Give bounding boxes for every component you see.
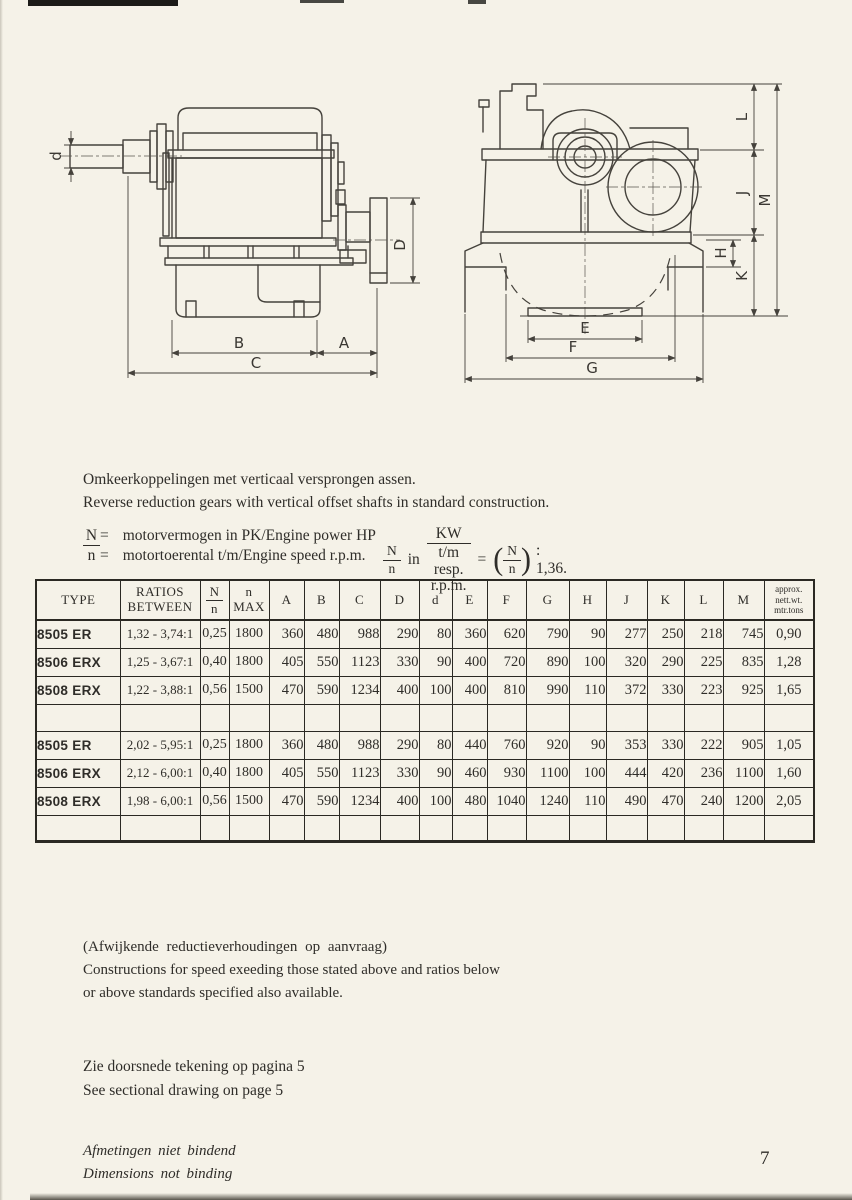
table-row	[36, 676, 814, 704]
table-cell: 550	[304, 759, 339, 787]
intro-line-en: Reverse reduction gears with vertical offset shafts in standard construction.	[83, 494, 550, 511]
table-cell: 810	[487, 676, 526, 704]
table-cell: 405	[269, 759, 304, 787]
table-cell: 400	[452, 648, 487, 676]
col-header-nmax: n MAX	[229, 580, 269, 620]
table-cell: 8508 ERX	[36, 787, 120, 815]
table-cell: 1,32 - 3,74:1	[120, 620, 200, 648]
col-header-type: TYPE	[36, 580, 120, 620]
table-cell: 925	[723, 676, 764, 704]
col-header-D: D	[380, 580, 419, 620]
table-cell: 470	[269, 787, 304, 815]
table-cell: 90	[569, 620, 606, 648]
dim-label-K: K	[733, 271, 751, 281]
table-cell: 1240	[526, 787, 569, 815]
col-header-wt: approx. nett.wt. mtr.tons	[764, 580, 814, 620]
fraction-N-n: N n	[383, 544, 401, 575]
table-cell: 990	[526, 676, 569, 704]
table-cell: 460	[452, 759, 487, 787]
col-header-d: d	[419, 580, 452, 620]
table-cell: 80	[419, 731, 452, 759]
col-header-B: B	[304, 580, 339, 620]
table-cell: 100	[569, 648, 606, 676]
crossref-nl: Zie doorsnede tekening op pagina 5	[83, 1058, 305, 1075]
crossref-en: See sectional drawing on page 5	[83, 1082, 284, 1099]
table-cell: 2,12 - 6,00:1	[120, 759, 200, 787]
table-cell: 8505 ER	[36, 620, 120, 648]
symbol-N: N	[83, 526, 100, 546]
table-cell: 1500	[229, 676, 269, 704]
table-cell: 930	[487, 759, 526, 787]
col-header-H: H	[569, 580, 606, 620]
table-cell: 745	[723, 620, 764, 648]
table-cell: 1200	[723, 787, 764, 815]
table-cell: 1,65	[764, 676, 814, 704]
col-header-G: G	[526, 580, 569, 620]
table-cell: 8508 ERX	[36, 676, 120, 704]
table-cell: 236	[684, 759, 723, 787]
table-cell: 1100	[526, 759, 569, 787]
table-cell: 290	[647, 648, 684, 676]
definition-n: motortoerental t/m/Engine speed r.p.m.	[122, 547, 366, 564]
dim-label-J: J	[733, 190, 751, 196]
table-cell: 405	[269, 648, 304, 676]
table-body	[36, 620, 814, 841]
table-cell: 360	[452, 620, 487, 648]
table-cell: 550	[304, 648, 339, 676]
table-cell: 760	[487, 731, 526, 759]
dim-label-d: d	[47, 151, 65, 161]
table-cell: 0,25	[200, 731, 229, 759]
disclaimer-nl: Afmetingen niet bindend	[83, 1143, 236, 1159]
table-cell: 480	[304, 620, 339, 648]
fraction-kw-rpm: KW t/m resp. r.p.m.	[427, 526, 471, 594]
table-cell: 1800	[229, 731, 269, 759]
table-cell: 1123	[339, 648, 380, 676]
table-cell: 8506 ERX	[36, 759, 120, 787]
table-row	[36, 648, 814, 676]
table-cell: 835	[723, 648, 764, 676]
col-header-C: C	[339, 580, 380, 620]
technical-drawings	[0, 0, 852, 430]
col-header-A: A	[269, 580, 304, 620]
table-cell: 1500	[229, 787, 269, 815]
table-cell: 470	[647, 787, 684, 815]
spacer-row	[36, 815, 814, 841]
col-header-M: M	[723, 580, 764, 620]
col-header-F: F	[487, 580, 526, 620]
table-cell: 1100	[723, 759, 764, 787]
table-cell: 360	[269, 620, 304, 648]
table-cell: 372	[606, 676, 647, 704]
table-cell: 277	[606, 620, 647, 648]
table-cell: 1,22 - 3,88:1	[120, 676, 200, 704]
notes-paragraph	[83, 936, 643, 1005]
table-cell: 444	[606, 759, 647, 787]
table-cell: 222	[684, 731, 723, 759]
table-cell: 250	[647, 620, 684, 648]
table-row	[36, 731, 814, 759]
table-cell: 1123	[339, 759, 380, 787]
table-cell: 0,25	[200, 620, 229, 648]
dim-label-M: M	[756, 193, 774, 207]
table-cell: 400	[380, 787, 419, 815]
table-cell: 400	[380, 676, 419, 704]
col-header-L: L	[684, 580, 723, 620]
spec-table	[35, 579, 815, 843]
table-cell: 100	[419, 676, 452, 704]
side-view-drawing	[47, 108, 420, 378]
table-cell: 0,40	[200, 648, 229, 676]
dim-label-D: D	[391, 239, 409, 251]
table-cell: 0,40	[200, 759, 229, 787]
table-cell: 490	[606, 787, 647, 815]
table-cell: 90	[419, 759, 452, 787]
table-cell: 720	[487, 648, 526, 676]
dim-label-F: F	[568, 338, 578, 356]
table-cell: 110	[569, 787, 606, 815]
table-cell: 110	[569, 676, 606, 704]
col-header-nn: $\frac{N}{n}$	[200, 580, 229, 620]
col-header-J: J	[606, 580, 647, 620]
table-cell: 1040	[487, 787, 526, 815]
dim-label-G: G	[586, 359, 598, 377]
table-cell: 905	[723, 731, 764, 759]
notes-line-3: or above standards specified also available.	[83, 985, 343, 1001]
col-header-E: E	[452, 580, 487, 620]
table-cell: 330	[380, 759, 419, 787]
table-cell: 890	[526, 648, 569, 676]
dim-label-A: A	[338, 334, 350, 352]
table-row	[36, 620, 814, 648]
dim-label-H: H	[712, 247, 730, 259]
table-cell: 8506 ERX	[36, 648, 120, 676]
scan-bottom-edge	[30, 1193, 852, 1200]
table-cell: 360	[269, 731, 304, 759]
front-view-drawing	[465, 84, 788, 383]
intro-line-nl: Omkeerkoppelingen met verticaal versprongen assen.	[83, 471, 416, 488]
table-cell: 100	[419, 787, 452, 815]
table-cell: 920	[526, 731, 569, 759]
table-cell: 1800	[229, 648, 269, 676]
table-cell: 470	[269, 676, 304, 704]
table-cell: 590	[304, 787, 339, 815]
table-cell: 590	[304, 676, 339, 704]
definition-N: motorvermogen in PK/Engine power HP	[122, 527, 376, 544]
table-cell: 225	[684, 648, 723, 676]
spec-table-wrap	[35, 579, 815, 843]
table-cell: 223	[684, 676, 723, 704]
crossref-paragraph	[83, 1055, 305, 1103]
table-cell: 290	[380, 620, 419, 648]
table-cell: 330	[647, 676, 684, 704]
table-cell: 353	[606, 731, 647, 759]
table-cell: 330	[647, 731, 684, 759]
formula-row	[83, 525, 568, 594]
spacer-row	[36, 704, 814, 731]
table-cell: 1234	[339, 676, 380, 704]
table-cell: 420	[647, 759, 684, 787]
dim-label-C: C	[250, 354, 262, 372]
notes-line-1: (Afwijkende reductieverhoudingen op aanvraag)	[83, 939, 387, 955]
table-cell: 90	[569, 731, 606, 759]
table-cell: 1234	[339, 787, 380, 815]
table-cell: 0,56	[200, 676, 229, 704]
conversion-formula: N n in KW t/m resp. r.p.m. = ( N n ) : 1,36.	[383, 526, 567, 594]
symbol-n: n	[87, 547, 96, 564]
table-cell: 480	[304, 731, 339, 759]
page-number: 7	[760, 1148, 770, 1169]
table-cell: 1,60	[764, 759, 814, 787]
table-cell: 330	[380, 648, 419, 676]
table-cell: 2,02 - 5,95:1	[120, 731, 200, 759]
table-cell: 400	[452, 676, 487, 704]
table-cell: 80	[419, 620, 452, 648]
notes-line-2: Constructions for speed exeeding those stated above and ratios below	[83, 962, 500, 978]
table-cell: 1,98 - 6,00:1	[120, 787, 200, 815]
intro-paragraph	[83, 468, 683, 514]
table-cell: 1800	[229, 620, 269, 648]
table-cell: 90	[419, 648, 452, 676]
disclaimer-paragraph	[83, 1140, 236, 1186]
table-cell: 440	[452, 731, 487, 759]
table-cell: 0,90	[764, 620, 814, 648]
table-header-row	[36, 580, 814, 620]
dim-label-B: B	[233, 334, 245, 352]
table-cell: 480	[452, 787, 487, 815]
dim-label-L: L	[733, 112, 751, 122]
table-cell: 1,25 - 3,67:1	[120, 648, 200, 676]
dim-label-E: E	[580, 319, 590, 337]
table-cell: 1,05	[764, 731, 814, 759]
table-cell: 988	[339, 731, 380, 759]
table-row	[36, 759, 814, 787]
symbol-definitions: N = motorvermogen in PK/Engine power HP n = motortoerental t/m/Engine speed r.p.m.	[83, 526, 376, 565]
table-cell: 0,56	[200, 787, 229, 815]
col-header-ratios: RATIOS BETWEEN	[120, 580, 200, 620]
table-cell: 240	[684, 787, 723, 815]
table-cell: 218	[684, 620, 723, 648]
table-cell: 290	[380, 731, 419, 759]
col-header-K: K	[647, 580, 684, 620]
table-cell: 1,28	[764, 648, 814, 676]
fraction-N-n-2: N n	[503, 544, 521, 575]
table-cell: 2,05	[764, 787, 814, 815]
table-cell: 100	[569, 759, 606, 787]
table-cell: 1800	[229, 759, 269, 787]
disclaimer-en: Dimensions not binding	[83, 1166, 233, 1182]
table-cell: 988	[339, 620, 380, 648]
table-cell: 320	[606, 648, 647, 676]
table-cell: 8505 ER	[36, 731, 120, 759]
table-cell: 790	[526, 620, 569, 648]
table-row	[36, 787, 814, 815]
table-cell: 620	[487, 620, 526, 648]
